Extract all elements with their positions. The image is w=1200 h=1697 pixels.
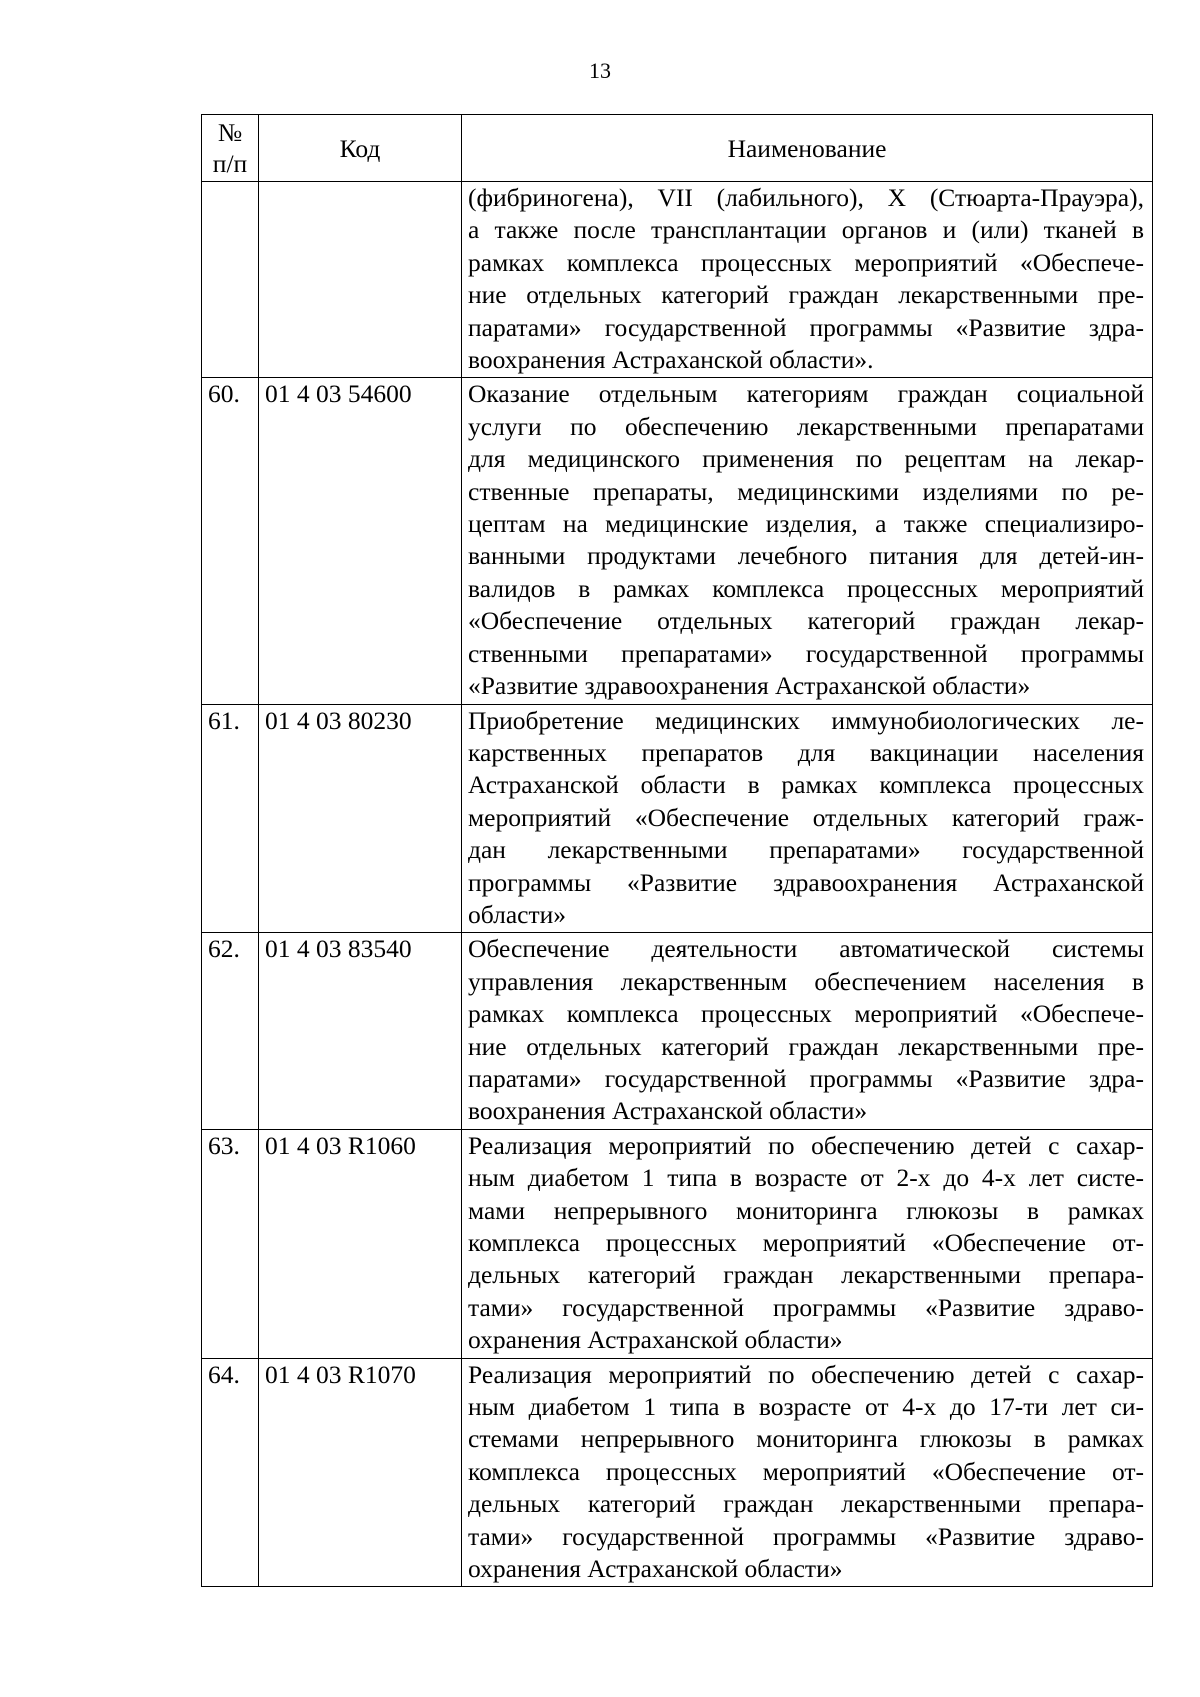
table-row	[202, 182, 1153, 378]
row-code: 01 4 03 R1060	[259, 1129, 462, 1358]
row-name-line: цептам на медицинские изделия, а также специализиро-	[468, 509, 1144, 539]
row-name-line: комплекса процессных мероприятий «Обеспечение от-	[468, 1456, 1144, 1486]
page-number: 13	[589, 58, 611, 83]
row-number: 64.	[202, 1358, 259, 1587]
table-row	[202, 1129, 1153, 1358]
row-name	[462, 933, 1153, 1129]
row-name-line: ние отдельных категорий граждан лекарственными пре-	[468, 280, 1144, 310]
row-name-line: воохранения Астраханской области»	[468, 1096, 868, 1126]
row-code: 01 4 03 54600	[259, 378, 462, 704]
row-name-line: Обеспечение деятельности автоматической системы	[468, 934, 1144, 964]
row-name	[462, 378, 1153, 704]
row-name-line: Реализация мероприятий по обеспечению детей с сахар-	[468, 1130, 1144, 1160]
row-name-line: «Обеспечение отдельных категорий граждан лекар-	[468, 606, 1144, 636]
row-name-line: рамках комплекса процессных мероприятий «Обеспече-	[468, 999, 1144, 1029]
table-header-row	[202, 115, 1153, 182]
row-name-line: Оказание отдельным категориям граждан социальной	[468, 379, 1144, 409]
row-name-line: ным диабетом 1 типа в возрасте от 2-х до 4-х лет систе-	[468, 1163, 1144, 1193]
row-name	[462, 704, 1153, 933]
row-name-line: дан лекарственными препаратами» государственной	[468, 835, 1144, 865]
row-name-line: ственными препаратами» государственной программы	[468, 638, 1144, 668]
row-number: 61.	[202, 704, 259, 933]
row-name	[462, 1129, 1153, 1358]
row-name-line: для медицинского применения по рецептам на лекар-	[468, 444, 1144, 474]
row-name-line: воохранения Астраханской области».	[468, 345, 874, 375]
row-name-line: паратами» государственной программы «Развитие здра-	[468, 1063, 1144, 1093]
header-number	[202, 115, 259, 182]
row-name	[462, 182, 1153, 378]
row-name-line: а также после трансплантации органов и (или) тканей в	[468, 215, 1144, 245]
row-name-line: дельных категорий граждан лекарственными препара-	[468, 1489, 1144, 1519]
table-body	[202, 182, 1153, 1587]
row-name-line: услуги по обеспечению лекарственными препаратами	[468, 411, 1144, 441]
row-name-line: ние отдельных категорий граждан лекарственными пре-	[468, 1031, 1144, 1061]
header-number-symbol: №	[217, 118, 243, 147]
row-name-line: тами» государственной программы «Развитие здраво-	[468, 1521, 1144, 1551]
row-number: 62.	[202, 933, 259, 1129]
row-name-line: валидов в рамках комплекса процессных мероприятий	[468, 573, 1144, 603]
table-row	[202, 704, 1153, 933]
row-name-line: Реализация мероприятий по обеспечению детей с сахар-	[468, 1359, 1144, 1389]
row-code: 01 4 03 83540	[259, 933, 462, 1129]
row-name-line: паратами» государственной программы «Развитие здра-	[468, 312, 1144, 342]
row-code: 01 4 03 80230	[259, 704, 462, 933]
table-row	[202, 378, 1153, 704]
row-name-line: ванными продуктами лечебного питания для детей-ин-	[468, 541, 1144, 571]
row-name-line: Астраханской области в рамках комплекса процессных	[468, 770, 1144, 800]
row-name-line: охранения Астраханской области»	[468, 1554, 843, 1584]
row-name-line: тами» государственной программы «Развитие здраво-	[468, 1292, 1144, 1322]
row-name-line: мами непрерывного мониторинга глюкозы в рамках	[468, 1195, 1144, 1225]
row-name-line: ным диабетом 1 типа в возрасте от 4-х до 17-ти лет си-	[468, 1392, 1144, 1422]
table-row	[202, 933, 1153, 1129]
row-name-line: стемами непрерывного мониторинга глюкозы в рамках	[468, 1424, 1144, 1454]
row-name-line: комплекса процессных мероприятий «Обеспечение от-	[468, 1228, 1144, 1257]
row-name	[462, 1358, 1153, 1587]
row-code: 01 4 03 R1070	[259, 1358, 462, 1587]
row-number: 63.	[202, 1129, 259, 1358]
row-name-line: программы «Развитие здравоохранения Астраханской	[468, 867, 1144, 897]
row-name-line: рамках комплекса процессных мероприятий «Обеспече-	[468, 247, 1144, 277]
row-code	[259, 182, 462, 378]
row-name-line: Приобретение медицинских иммунобиологических ле-	[468, 705, 1144, 735]
row-name-line: области»	[468, 899, 566, 929]
row-name-line: мероприятий «Обеспечение отдельных категорий граж-	[468, 802, 1144, 832]
row-name-line: дельных категорий граждан лекарственными препара-	[468, 1260, 1144, 1290]
row-name-line: карственных препаратов для вакцинации населения	[468, 737, 1144, 767]
row-name-line: охранения Астраханской области»	[468, 1325, 843, 1355]
table-row	[202, 1358, 1153, 1587]
row-number: 60.	[202, 378, 259, 704]
row-number	[202, 182, 259, 378]
row-name-line: (фибриногена), VII (лабильного), X (Стюарта-Прауэра),	[468, 183, 1144, 212]
header-name: Наименование	[462, 115, 1153, 182]
row-name-line: управления лекарственным обеспечением населения в	[468, 966, 1144, 996]
header-number-abbr: п/п	[212, 149, 248, 178]
header-code: Код	[259, 115, 462, 182]
row-name-line: ственные препараты, медицинскими изделиями по ре-	[468, 476, 1144, 506]
row-name-line: «Развитие здравоохранения Астраханской области»	[468, 671, 1031, 701]
budget-codes-table	[201, 114, 1153, 1587]
